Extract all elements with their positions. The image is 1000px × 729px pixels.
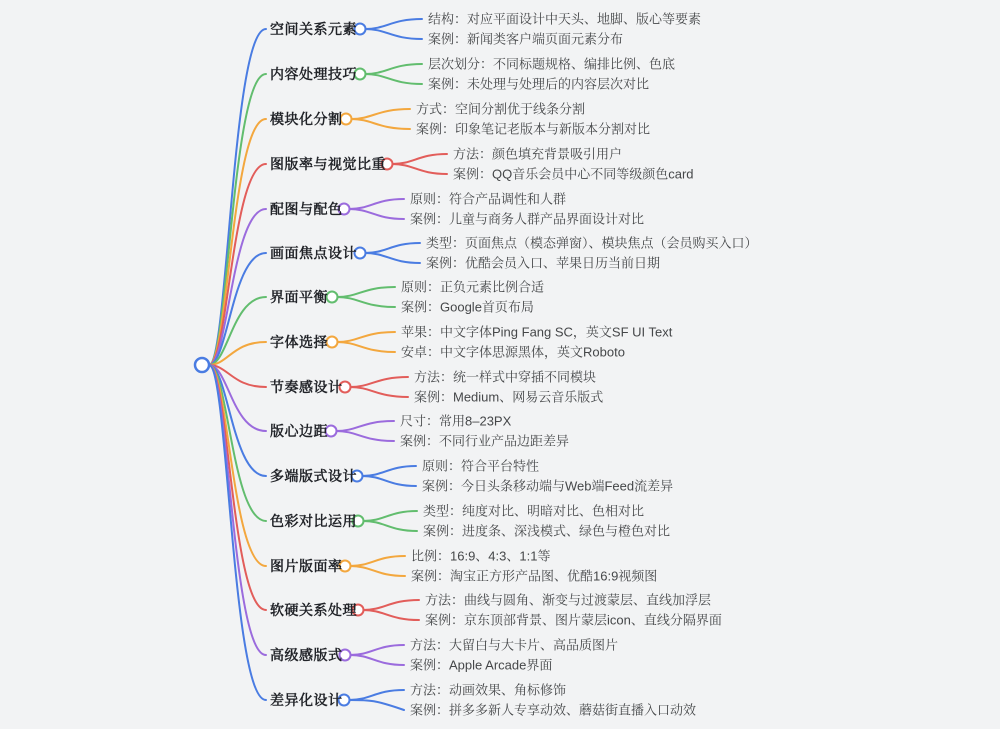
topic-label-content-handling[interactable]: 内容处理技巧 xyxy=(270,66,357,82)
topic-label-image-ratio-weight[interactable]: 图版率与视觉比重 xyxy=(270,156,386,172)
leaf-curve xyxy=(349,199,404,209)
leaf-topic[interactable]: 方法：统一样式中穿插不同模块 xyxy=(414,369,597,385)
leaf-topic[interactable]: 类型：页面焦点（模态弹窗）、模块焦点（会员购买入口） xyxy=(426,235,758,251)
leaf-topic[interactable]: 方式：空间分割优于线条分割 xyxy=(416,101,586,117)
topic-label-ui-balance[interactable]: 界面平衡 xyxy=(270,289,328,305)
leaf-topic[interactable]: 结构：对应平面设计中天头、地脚、版心等要素 xyxy=(428,11,702,27)
leaf-curve xyxy=(365,74,422,84)
leaf-topic[interactable]: 案例：Medium、网易云音乐版式 xyxy=(414,389,604,405)
leaf-curve xyxy=(349,209,404,219)
leaf-topic[interactable]: 案例：QQ音乐会员中心不同等级颜色card xyxy=(453,166,694,182)
leaf-topic[interactable]: 方法：动画效果、角标修饰 xyxy=(410,682,567,698)
leaf-curve xyxy=(350,645,404,655)
leaf-topic[interactable]: 安卓：中文字体思源黑体，英文Roboto xyxy=(401,344,625,360)
leaf-topic[interactable]: 方法：颜色填充背景吸引用户 xyxy=(453,146,623,162)
leaf-curve xyxy=(363,610,419,620)
topic-label-multi-platform[interactable]: 多端版式设计 xyxy=(270,468,357,484)
topic-label-margin[interactable]: 版心边距 xyxy=(270,423,328,439)
leaf-curve xyxy=(362,476,416,486)
leaf-topic[interactable]: 案例：新闻类客户端页面元素分布 xyxy=(428,31,624,47)
leaf-topic[interactable]: 案例：优酷会员入口、苹果日历当前日期 xyxy=(426,255,661,271)
leaf-topic[interactable]: 案例：印象笔记老版本与新版本分割对比 xyxy=(416,121,651,137)
leaf-curve xyxy=(351,119,410,129)
leaf-topic[interactable]: 案例：未处理与处理后的内容层次对比 xyxy=(428,76,650,92)
topic-label-differentiation[interactable]: 差异化设计 xyxy=(270,692,343,708)
topic-label-font-choice[interactable]: 字体选择 xyxy=(270,334,328,350)
topic-label-focus-design[interactable]: 画面焦点设计 xyxy=(270,245,357,261)
leaf-curve xyxy=(350,566,405,576)
leaf-topic[interactable]: 案例：京东顶部背景、图片蒙层icon、直线分隔界面 xyxy=(425,612,722,628)
leaf-curve xyxy=(363,521,417,531)
leaf-topic[interactable]: 原则：符合产品调性和人群 xyxy=(410,191,567,207)
topic-label-premium-layout[interactable]: 高级感版式 xyxy=(270,647,343,663)
leaf-curve xyxy=(350,387,408,397)
leaf-topic[interactable]: 案例：Google首页布局 xyxy=(401,299,534,315)
leaf-curve xyxy=(351,109,410,119)
leaf-curve xyxy=(365,64,422,74)
leaf-topic[interactable]: 方法：大留白与大卡片、高品质图片 xyxy=(410,637,619,653)
topic-node-circle[interactable] xyxy=(327,337,338,348)
topic-label-spatial-relations[interactable]: 空间关系元素 xyxy=(270,21,357,37)
leaf-curve xyxy=(365,29,422,39)
leaf-topic[interactable]: 苹果：中文字体Ping Fang SC，英文SF UI Text xyxy=(401,324,673,340)
leaf-curve xyxy=(365,253,420,263)
topic-label-color-contrast[interactable]: 色彩对比运用 xyxy=(270,513,357,529)
leaf-curve xyxy=(337,332,395,342)
leaf-topic[interactable]: 原则：符合平台特性 xyxy=(422,458,540,474)
branch-curve xyxy=(209,365,266,610)
leaf-curve xyxy=(392,154,447,164)
leaf-curve xyxy=(362,466,416,476)
leaf-curve xyxy=(336,431,394,441)
leaf-topic[interactable]: 案例：淘宝正方形产品图、优酷16:9视频图 xyxy=(411,568,658,584)
topic-label-picture-area-ratio[interactable]: 图片版面率 xyxy=(270,558,343,574)
leaf-curve xyxy=(349,700,404,710)
leaf-curve xyxy=(337,342,395,352)
leaf-topic[interactable]: 层次划分：不同标题规格、编排比例、色底 xyxy=(428,56,676,72)
leaf-topic[interactable]: 尺寸：常用8–23PX xyxy=(400,413,512,429)
leaf-curve xyxy=(349,690,404,700)
root-node[interactable] xyxy=(195,358,209,372)
leaf-curve xyxy=(350,377,408,387)
leaf-topic[interactable]: 比例：16:9、4:3、1:1等 xyxy=(411,548,551,564)
leaf-curve xyxy=(363,600,419,610)
leaf-curve xyxy=(350,655,404,665)
leaf-curve xyxy=(365,19,422,29)
leaf-curve xyxy=(363,511,417,521)
leaf-topic[interactable]: 案例：进度条、深浅模式、绿色与橙色对比 xyxy=(423,523,671,539)
leaf-topic[interactable]: 类型：纯度对比、明暗对比、色相对比 xyxy=(423,503,645,519)
branch-curve xyxy=(209,119,266,365)
leaf-topic[interactable]: 案例：今日头条移动端与Web端Feed流差异 xyxy=(422,478,674,494)
topic-label-imagery-color[interactable]: 配图与配色 xyxy=(270,201,343,217)
topic-label-rhythm-design[interactable]: 节奏感设计 xyxy=(270,379,343,395)
topic-label-modular-split[interactable]: 模块化分割 xyxy=(270,111,343,127)
leaf-curve xyxy=(350,556,405,566)
leaf-topic[interactable]: 案例：儿童与商务人群产品界面设计对比 xyxy=(410,211,645,227)
leaf-curve xyxy=(337,287,395,297)
leaf-topic[interactable]: 案例：拼多多新人专享动效、蘑菇街直播入口动效 xyxy=(410,702,697,718)
leaf-curve xyxy=(336,421,394,431)
leaf-curve xyxy=(365,243,420,253)
leaf-curve xyxy=(337,297,395,307)
leaf-topic[interactable]: 原则：正负元素比例合适 xyxy=(401,279,545,295)
topic-label-soft-hard[interactable]: 软硬关系处理 xyxy=(270,602,357,618)
leaf-topic[interactable]: 案例：不同行业产品边距差异 xyxy=(400,433,570,449)
topic-node-circle[interactable] xyxy=(327,292,338,303)
leaf-topic[interactable]: 方法：曲线与圆角、渐变与过渡蒙层、直线加浮层 xyxy=(425,592,712,608)
leaf-curve xyxy=(392,164,447,174)
leaf-topic[interactable]: 案例：Apple Arcade界面 xyxy=(410,657,553,673)
